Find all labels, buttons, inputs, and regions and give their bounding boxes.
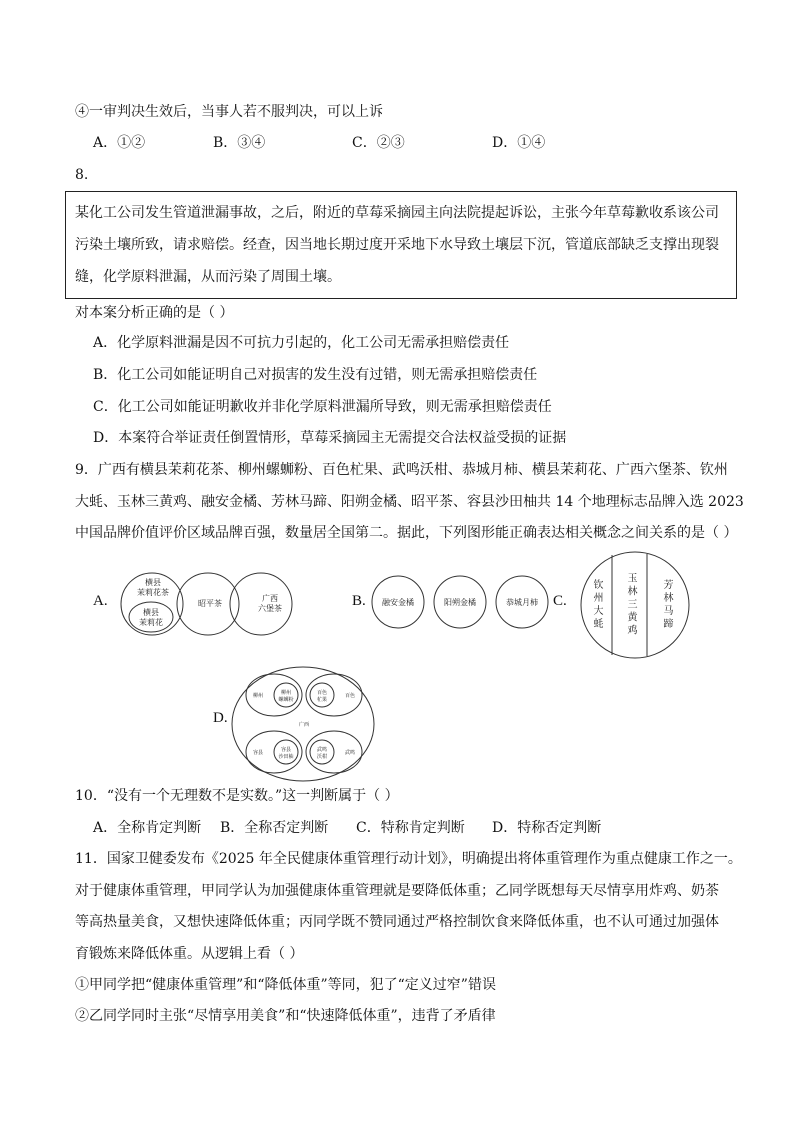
d-group-inner: 武鸣 xyxy=(316,747,328,753)
a-c3-line2: 六堡茶 xyxy=(258,604,282,613)
q8-option-b: B．化工公司如能证明自己对损害的发生没有过错，则无需承担赔偿责任 xyxy=(93,367,538,383)
d-group-outer: 柳州 xyxy=(252,693,264,699)
q11-stem-line: 育锻炼来降低体重。从逻辑上看（ ） xyxy=(75,946,304,962)
diagram-a xyxy=(110,555,300,655)
q10-option-d: D．特称否定判断 xyxy=(492,820,602,836)
c-column-text: 芳林马蹄 xyxy=(661,579,672,631)
a-c2: 昭平茶 xyxy=(198,599,222,608)
diagram-b xyxy=(368,575,553,635)
d-group-outer: 武鸣 xyxy=(344,750,356,756)
d-group-inner: 螺蛳粉 xyxy=(278,697,294,703)
diagram-c-label: C. xyxy=(553,593,567,609)
b-item: 融安金橘 xyxy=(382,598,414,607)
q10-stem: 10．“没有一个无理数不是实数。”这一判断属于（ ） xyxy=(75,788,399,804)
d-group-inner: 沙田柚 xyxy=(278,754,294,760)
diagram-a-label: A. xyxy=(93,593,108,609)
q8-material-line: 某化工公司发生管道泄漏事故，之后，附近的草莓采摘园主向法院提起诉讼，主张今年草莓歉收系该公司 xyxy=(75,205,719,221)
d-group-inner: 百色 xyxy=(316,690,328,696)
q8-option-a: A．化学原料泄漏是因不可抗力引起的，化工公司无需承担赔偿责任 xyxy=(93,335,510,351)
a-c1-inner-line1: 横县 xyxy=(143,608,159,617)
q8-number: 8. xyxy=(75,167,89,183)
d-group-inner: 杧果 xyxy=(316,697,328,703)
d-group-outer: 容县 xyxy=(252,750,264,756)
q7-option-b: B．③④ xyxy=(213,135,266,151)
q9-stem-line: 中国品牌价值评价区域品牌百强，数量居全国第二。据此，下列图形能正确表达相关概念之间关系的是（ ） xyxy=(75,525,738,541)
b-item: 阳朔金橘 xyxy=(444,598,476,607)
c-column-text: 钦州大蚝 xyxy=(591,579,602,631)
a-c1-line1: 横县 xyxy=(145,578,161,587)
d-outer: 广西 xyxy=(298,722,310,728)
diagram-d-label: D. xyxy=(213,710,228,726)
q8-option-d: D．本案符合举证责任倒置情形，草莓采摘园主无需提交合法权益受损的证据 xyxy=(93,430,567,446)
q9-stem-line: 大蚝、玉林三黄鸡、融安金橘、芳林马蹄、阳朔金橘、昭平茶、容县沙田柚共 14 个地理标志品牌入选 2023 xyxy=(75,494,744,510)
a-c3-line1: 广西 xyxy=(262,594,278,603)
q11-statement-1: ①甲同学把“健康体重管理”和“降低体重”等同，犯了“定义过窄”错误 xyxy=(75,977,496,993)
c-column-text: 玉林三黄鸡 xyxy=(625,572,636,638)
q11-stem-line: 等高热量美食，又想快速降低体重；丙同学既不赞同通过严格控制饮食来降低体重，也不认可通过加强体 xyxy=(75,914,719,930)
a-c1-line2: 茉莉花茶 xyxy=(137,588,169,597)
q8-material-line: 缝，化学原料泄漏，从而污染了周围土壤。 xyxy=(75,269,341,285)
d-group-inner: 柳州 xyxy=(280,690,292,696)
d-group-inner: 沃柑 xyxy=(316,754,328,760)
q10-option-c: C．特称肯定判断 xyxy=(356,820,465,836)
q11-stem-line: 对于健康体重管理，甲同学认为加强健康体重管理就是要降低体重；乙同学既想每天尽情享用炸鸡、奶茶 xyxy=(75,883,719,899)
q7-option-d: D．①④ xyxy=(492,135,546,151)
q11-statement-2: ②乙同学同时主张“尽情享用美食”和“快速降低体重”，违背了矛盾律 xyxy=(75,1008,496,1024)
diagram-d xyxy=(230,665,380,785)
d-group-outer: 百色 xyxy=(344,693,356,699)
q8-option-c: C．化工公司如能证明歉收并非化学原料泄漏所导致，则无需承担赔偿责任 xyxy=(93,399,552,415)
diagram-b-label: B. xyxy=(352,593,366,609)
q10-option-b: B．全称否定判断 xyxy=(220,820,329,836)
q10-option-a: A．全称肯定判断 xyxy=(93,820,202,836)
q8-stem: 对本案分析正确的是（ ） xyxy=(75,305,234,321)
q11-stem-line: 11．国家卫健委发布《2025 年全民健康体重管理行动计划》，明确提出将体重管理作为重点健康工作之一。 xyxy=(75,851,742,867)
q7-statement-4: ④一审判决生效后，当事人若不服判决，可以上诉 xyxy=(75,104,383,120)
a-c1-inner-line2: 茉莉花 xyxy=(139,618,163,627)
q8-material-line: 污染土壤所致，请求赔偿。经查，因当地长期过度开采地下水导致土壤层下沉，管道底部缺乏支撑出现裂 xyxy=(75,237,719,253)
b-item: 恭城月柿 xyxy=(506,598,538,607)
q7-option-c: C．②③ xyxy=(352,135,405,151)
d-group-inner: 容县 xyxy=(280,747,292,753)
q7-option-a: A．①② xyxy=(93,135,146,151)
q9-stem-line: 9．广西有横县茉莉花茶、柳州螺蛳粉、百色杧果、武鸣沃柑、恭城月柿、横县茉莉花、广西六堡茶、钦州 xyxy=(75,462,728,478)
